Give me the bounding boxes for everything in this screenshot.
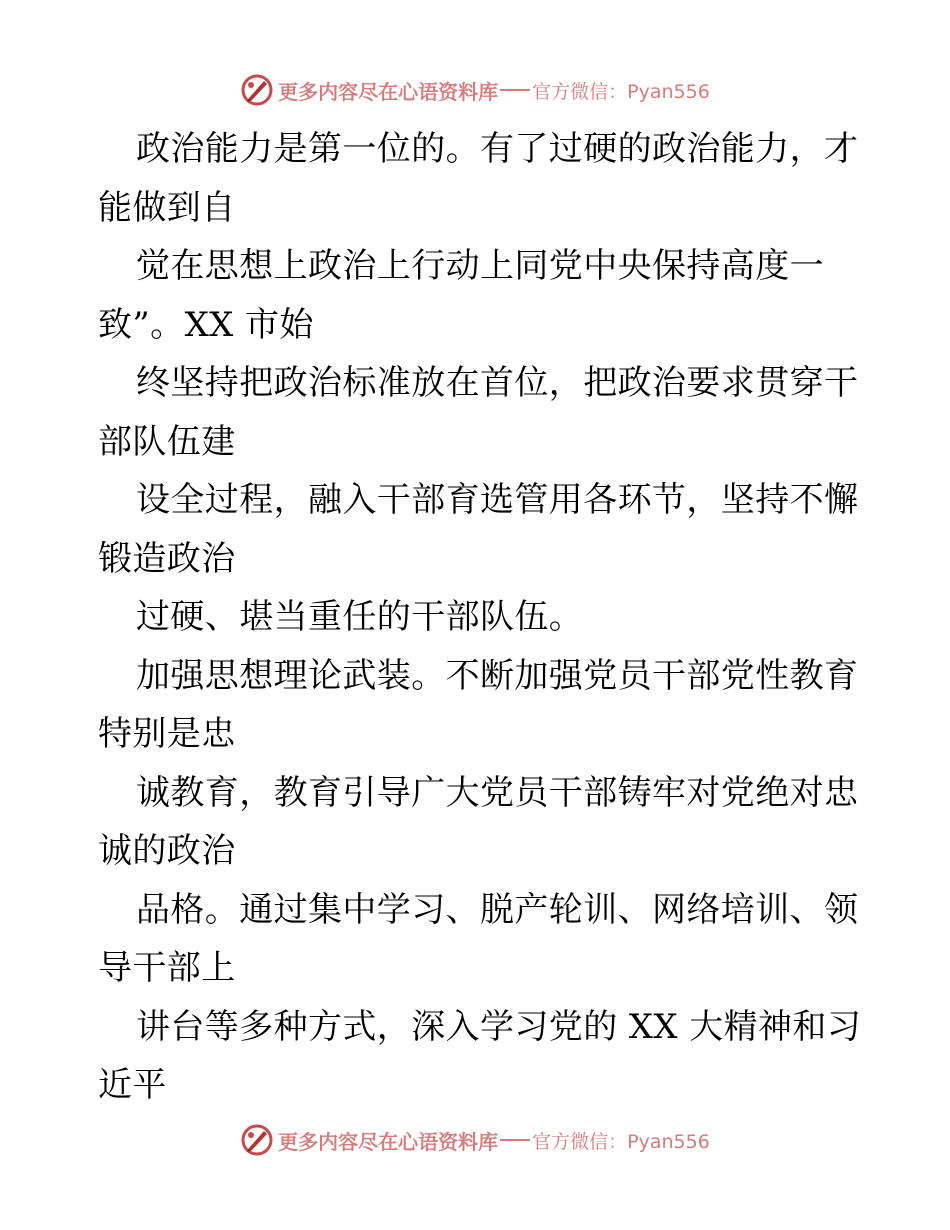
text-line: 设全过程，融入干部育选管用各环节，坚持不懈 (136, 480, 859, 520)
quill-logo-icon (240, 1123, 274, 1157)
text-line: 诚的政治 (98, 831, 236, 871)
text-line: 终坚持把政治标准放在首位，把政治要求贯穿干 (136, 363, 859, 403)
header-banner-rule (500, 89, 530, 91)
footer-banner-wechat: 官方微信：Pyan556 (532, 1130, 710, 1153)
text-line: 品格。通过集中学习、脱产轮训、网络培训、领 (136, 889, 859, 930)
header-banner-wechat: 官方微信：Pyan556 (532, 80, 710, 103)
header-banner-title: 更多内容尽在心语资料库 (278, 79, 499, 104)
text-line: 政治能力是第一位的。有了过硬的政治能力，才 (136, 129, 859, 169)
text-line: 部队伍建 (98, 421, 236, 462)
text-line: 觉在思想上政治上行动上同党中央保持高度一 (136, 246, 824, 286)
text-line: 过硬、堪当重任的干部队伍。 (136, 597, 584, 637)
text-line: 近平 (98, 1065, 167, 1105)
text-line: 特别是忠 (98, 714, 236, 754)
quill-logo-icon (240, 73, 274, 107)
text-line: 锻造政治 (98, 538, 236, 579)
text-line: 能做到自 (98, 187, 236, 228)
text-line: 致”。XX 市始 (98, 304, 314, 345)
text-line: 讲台等多种方式，深入学习党的 XX 大精神和习 (136, 1006, 862, 1047)
text-line: 诚教育，教育引导广大党员干部铸牢对党绝对忠 (136, 772, 859, 813)
footer-banner-rule (500, 1139, 530, 1141)
text-line: 加强思想理论武装。不断加强党员干部党性教育 (136, 655, 859, 696)
text-line: 导干部上 (98, 948, 236, 988)
footer-banner (0, 1120, 950, 1160)
header-banner (0, 70, 950, 110)
document-body (98, 120, 862, 1115)
footer-banner-title: 更多内容尽在心语资料库 (278, 1129, 499, 1154)
